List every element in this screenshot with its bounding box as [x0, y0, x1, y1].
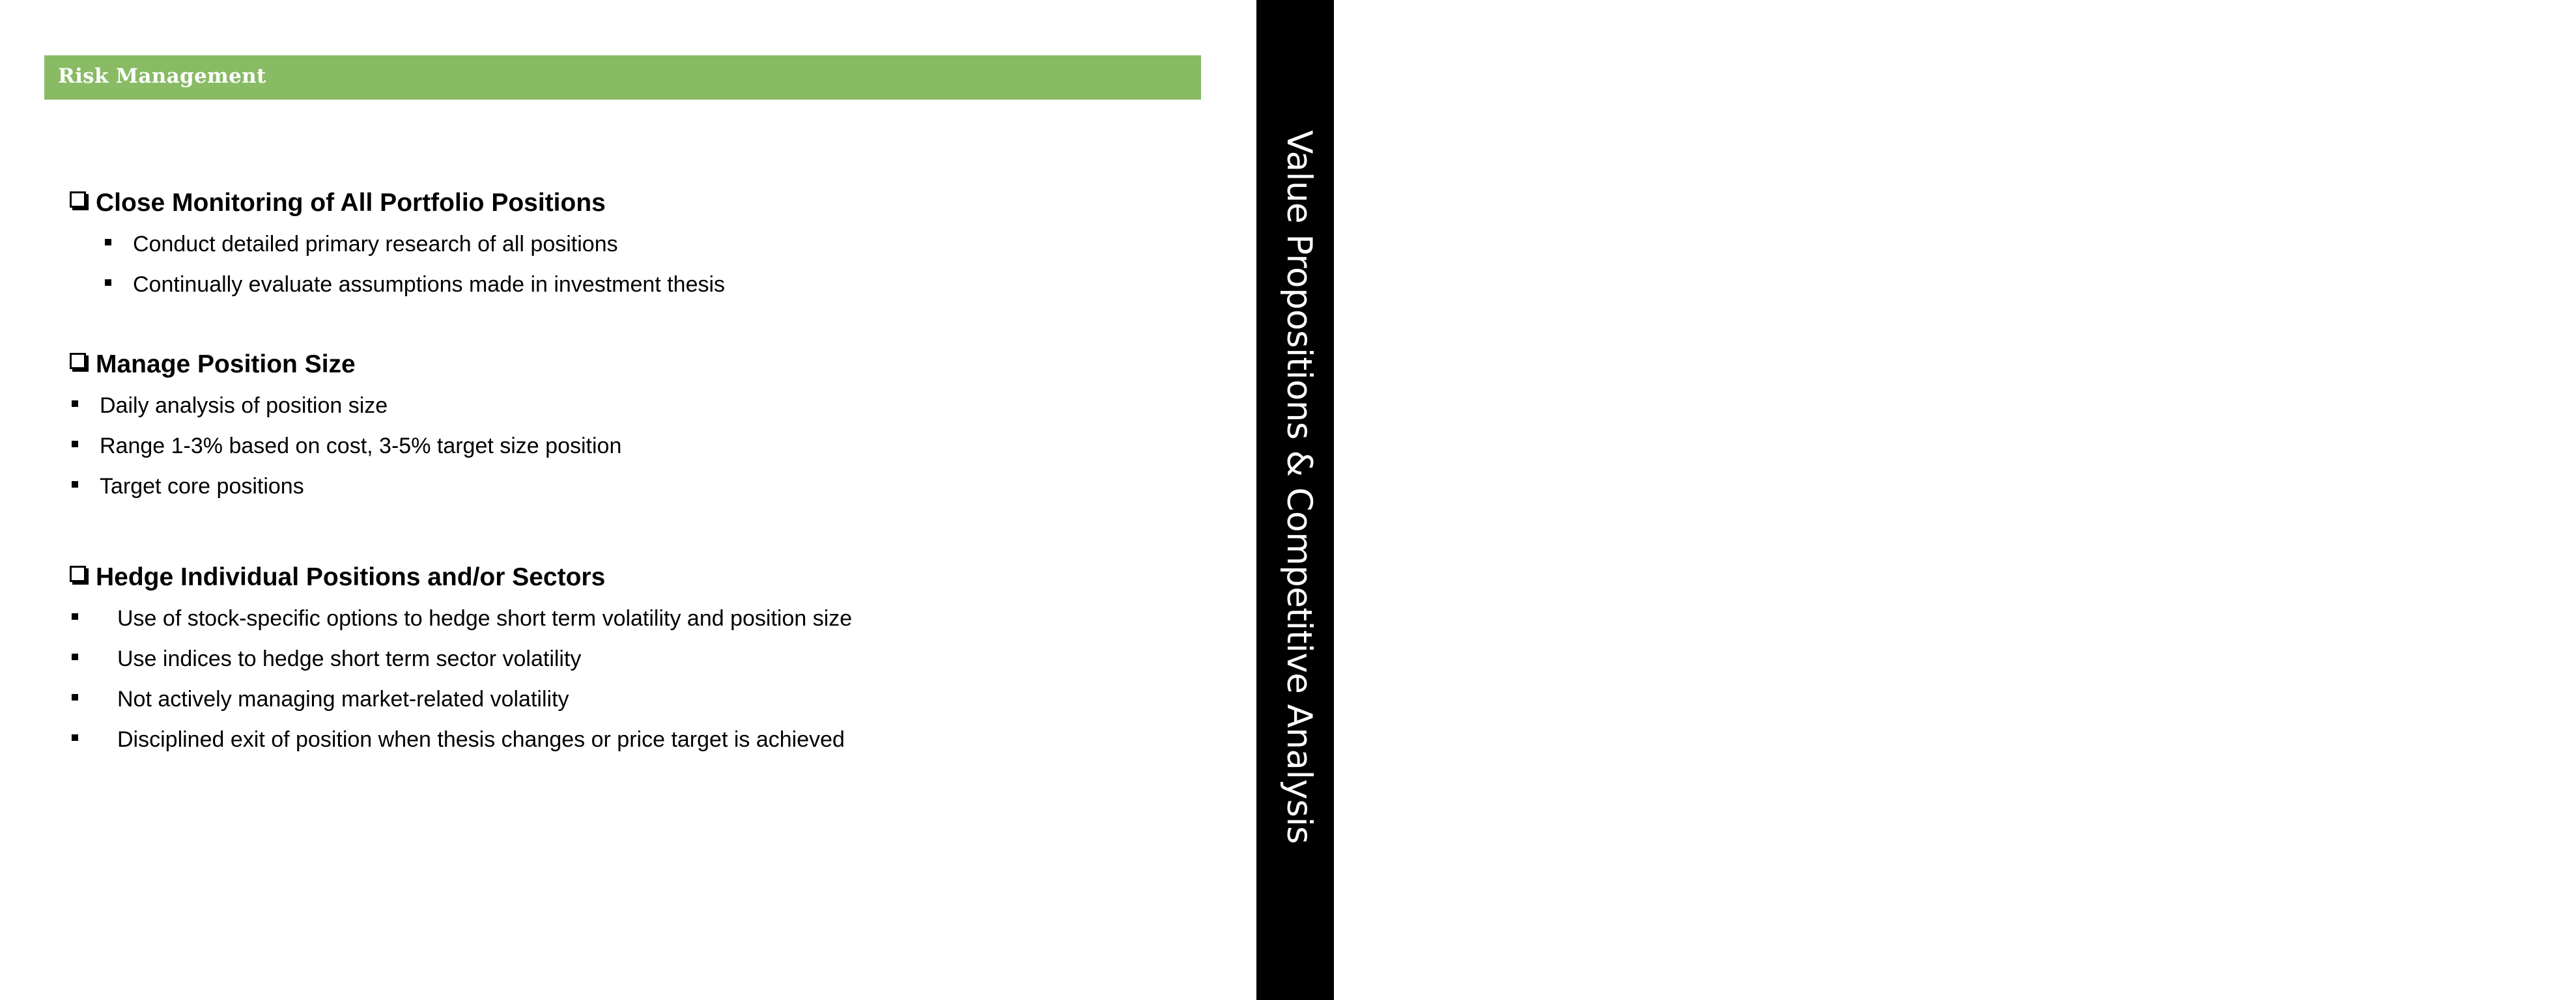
bullet-item: Range 1-3% based on cost, 3-5% target size position [100, 434, 622, 458]
square-bullet-icon [72, 613, 78, 620]
sidebar [1256, 0, 2576, 1000]
square-bullet-icon [72, 400, 78, 407]
bullet-item: Conduct detailed primary research of all positions [133, 232, 618, 257]
checkbox-icon [70, 353, 86, 369]
bullet-item: Not actively managing market-related volatility [117, 687, 569, 712]
bullet-item: Target core positions [100, 474, 304, 499]
bullet-item: Disciplined exit of position when thesis changes or price target is achieved [117, 727, 845, 752]
section-heading-monitoring [70, 189, 606, 217]
heading-text: Close Monitoring of All Portfolio Positions [96, 189, 606, 217]
bullet-item: Use of stock-specific options to hedge short term volatility and position size [117, 606, 853, 631]
section-banner [44, 55, 1201, 100]
square-bullet-icon [72, 481, 78, 488]
checkbox-icon [70, 566, 86, 582]
square-bullet-icon [72, 654, 78, 660]
bullet-item: Use indices to hedge short term sector volatility [117, 646, 582, 671]
banner-title: Risk Management [58, 64, 266, 88]
square-bullet-icon [72, 694, 78, 701]
checkbox-icon [70, 191, 86, 208]
sidebar-title: Value Propositions & Competitive Analysis [1279, 130, 1319, 844]
heading-text: Manage Position Size [96, 350, 356, 378]
bullet-item: Daily analysis of position size [100, 393, 388, 418]
square-bullet-icon [105, 239, 111, 245]
section-heading-hedge [70, 563, 605, 592]
section-heading-position-size [70, 350, 356, 379]
bullet-item: Continually evaluate assumptions made in investment thesis [133, 272, 726, 297]
page-number: 10 [2558, 970, 2576, 986]
square-bullet-icon [72, 734, 78, 741]
square-bullet-icon [105, 279, 111, 286]
heading-text: Hedge Individual Positions and/or Sectors [96, 563, 606, 591]
square-bullet-icon [72, 441, 78, 447]
